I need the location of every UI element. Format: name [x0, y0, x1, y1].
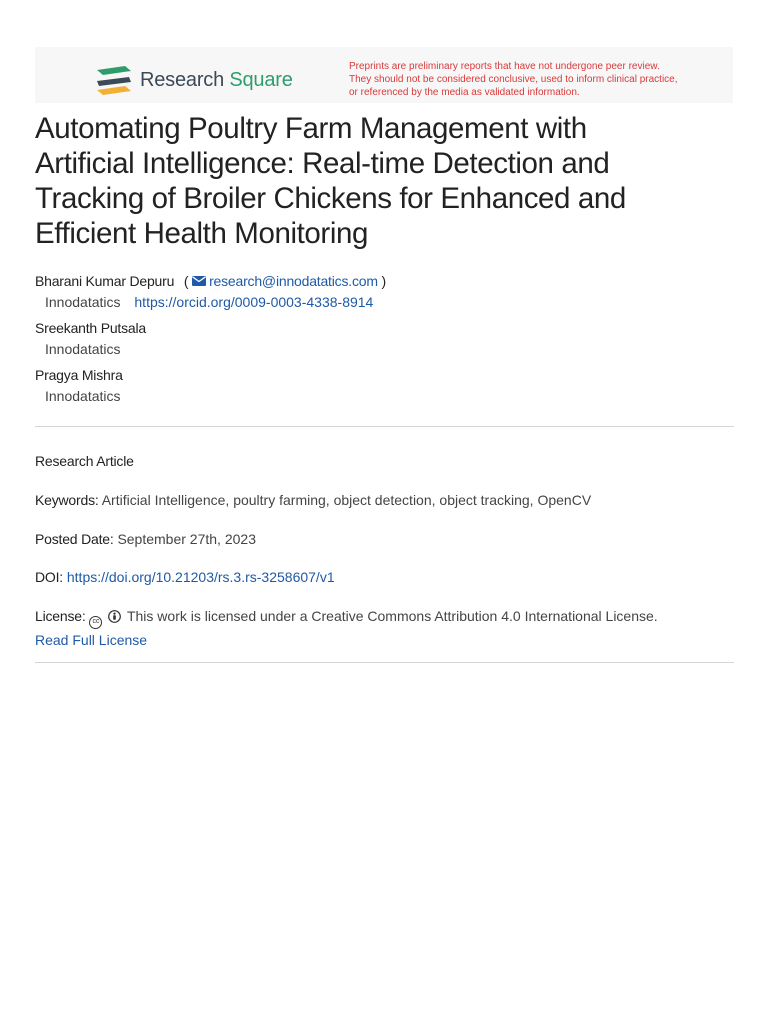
author-list — [35, 271, 735, 412]
open-paren: ( — [183, 273, 189, 289]
author-1 — [35, 271, 735, 292]
logo-wordmark — [140, 69, 293, 92]
preprint-disclaimer — [349, 60, 729, 99]
disclaimer-line: Preprints are preliminary reports that have not undergone peer review. — [349, 61, 660, 72]
author-3: Pragya Mishra — [35, 367, 123, 383]
doi-link[interactable]: https://doi.org/10.21203/rs.3.rs-3258607/v1 — [66, 569, 335, 585]
article-type — [35, 450, 735, 472]
research-square-logo[interactable] — [95, 64, 293, 96]
title-line: Artificial Intelligence: Real-time Detection and — [35, 147, 610, 180]
logo-research: Research — [140, 68, 224, 91]
affiliation: Innodatatics — [45, 294, 121, 310]
posted-date-value: September 27th, 2023 — [117, 531, 256, 547]
divider — [35, 662, 734, 663]
title-line: Efficient Health Monitoring — [35, 217, 369, 250]
author-2-affiliation: Innodatatics — [45, 341, 121, 357]
doi-row — [35, 566, 735, 588]
title-line: Tracking of Broiler Chickens for Enhanced and — [35, 182, 626, 215]
cc-icon: cc — [89, 616, 102, 629]
logo-square: Square — [229, 68, 293, 91]
license-text: This work is licensed under a Creative Commons Attribution 4.0 International License. — [126, 608, 658, 624]
author-2: Sreekanth Putsala — [35, 320, 147, 336]
keywords-row — [35, 489, 735, 511]
paper-title — [35, 111, 735, 251]
keywords-label: Keywords: — [35, 492, 99, 508]
disclaimer-line: or referenced by the media as validated information. — [349, 87, 580, 98]
orcid-link[interactable]: https://orcid.org/0009-0003-4338-8914 — [134, 294, 374, 310]
doi-label: DOI: — [35, 569, 63, 585]
divider — [35, 426, 734, 427]
author-name: Bharani Kumar Depuru — [35, 273, 175, 289]
posted-date-row — [35, 528, 735, 550]
keywords-value: Artificial Intelligence, poultry farming, object detection, object tracking, OpenCV — [101, 492, 592, 508]
author-email: research@innodatatics.com — [209, 273, 378, 289]
article-type-label: Research Article — [35, 453, 134, 469]
envelope-icon — [192, 276, 206, 286]
title-line: Automating Poultry Farm Management with — [35, 112, 587, 145]
license-label: License: — [35, 608, 86, 624]
author-1-affiliation — [35, 292, 735, 313]
close-paren: ) — [381, 273, 386, 289]
read-full-license-link[interactable]: Read Full License — [35, 631, 148, 648]
research-square-logo-icon — [95, 64, 133, 96]
author-3-affiliation: Innodatatics — [45, 388, 121, 404]
license-row — [35, 605, 735, 651]
author-email-link[interactable] — [192, 273, 378, 289]
posted-date-label: Posted Date: — [35, 531, 114, 547]
disclaimer-line: They should not be considered conclusive, used to inform clinical practice, — [349, 74, 678, 85]
by-icon — [108, 610, 121, 623]
